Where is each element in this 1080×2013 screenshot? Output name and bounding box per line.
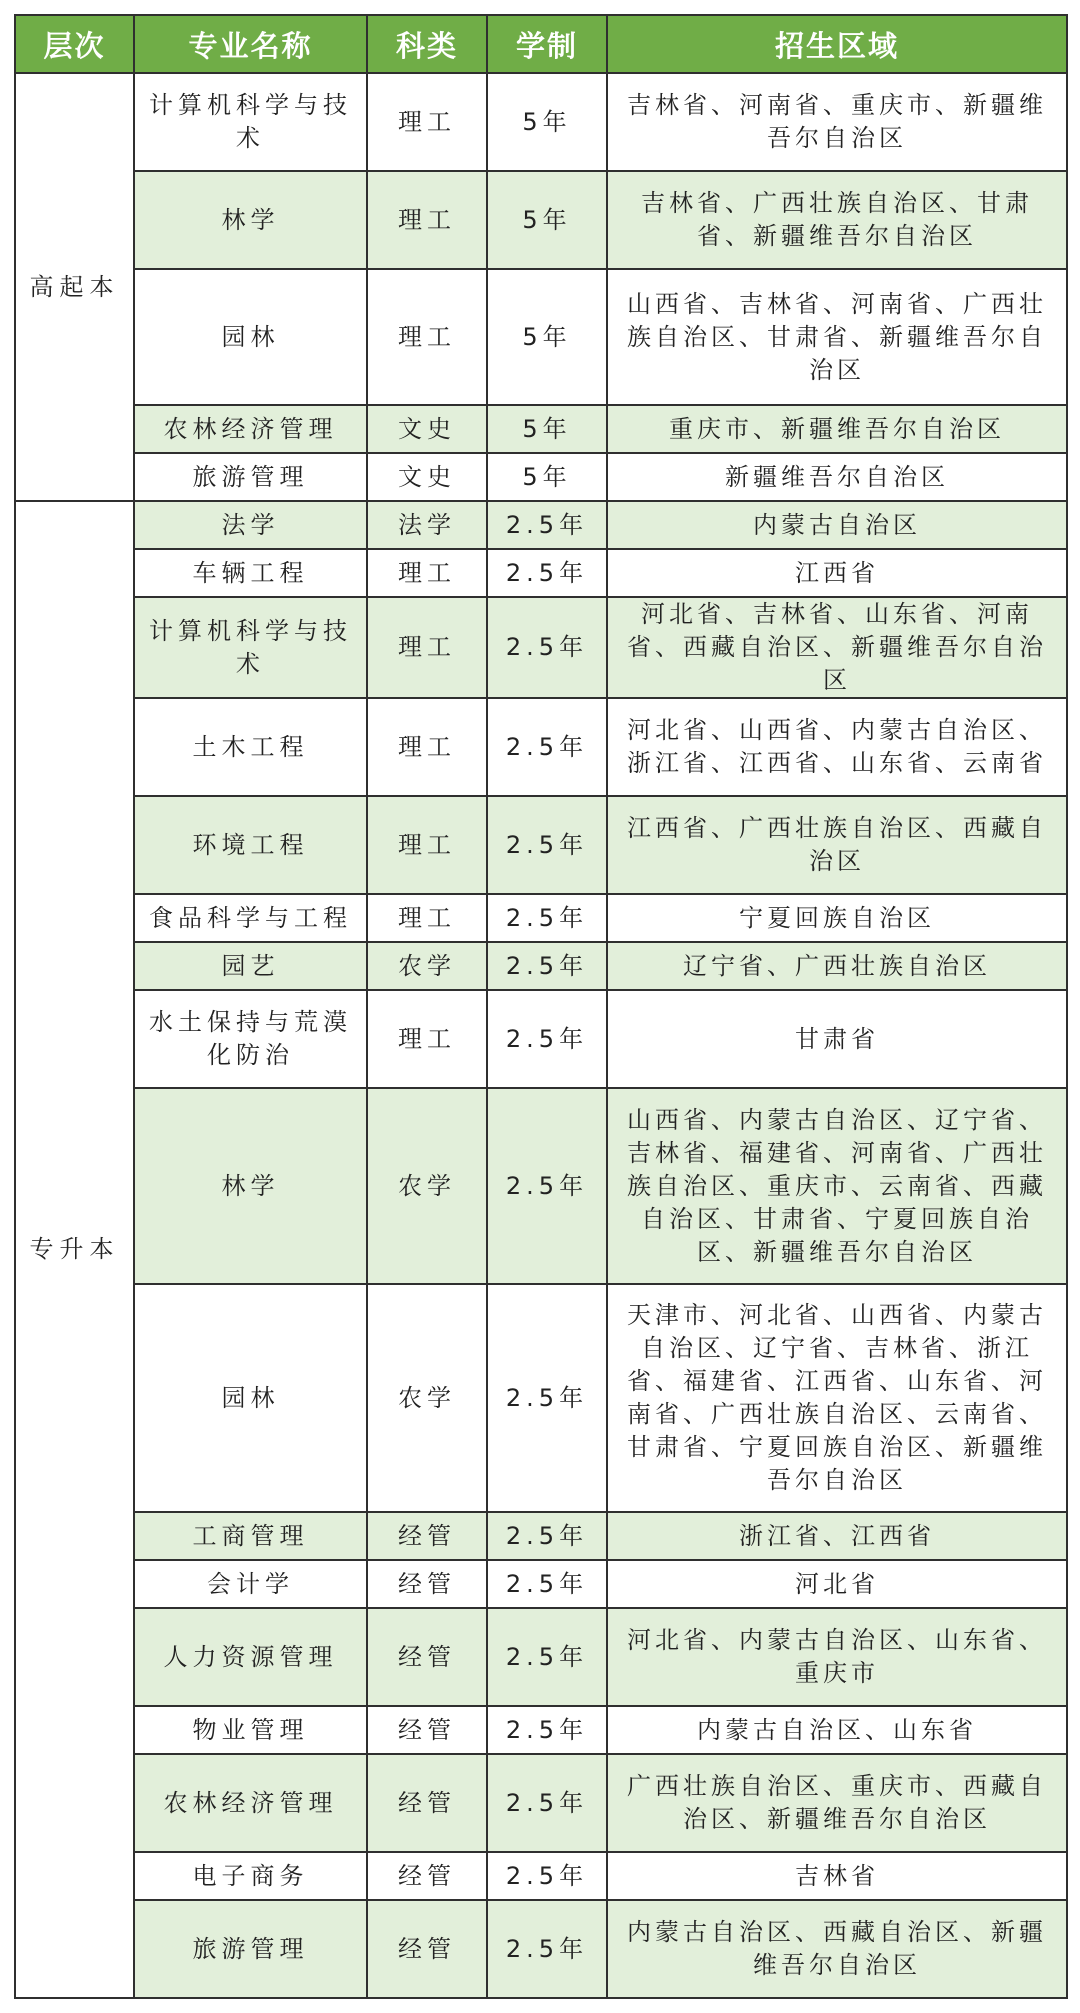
category-cell: 农学: [367, 942, 487, 990]
header-category: 科类: [367, 15, 487, 73]
region-cell: 河北省、山西省、内蒙古自治区、浙江省、江西省、山东省、云南省: [607, 698, 1067, 796]
region-cell: 内蒙古自治区、西藏自治区、新疆维吾尔自治区: [607, 1900, 1067, 1998]
category-cell: 理工: [367, 549, 487, 597]
duration-cell: 2.5年: [487, 501, 607, 549]
major-cell: 电子商务: [134, 1852, 367, 1900]
category-cell: 理工: [367, 73, 487, 171]
major-cell: 土木工程: [134, 698, 367, 796]
table-row: [15, 1900, 1067, 1998]
category-cell: 经管: [367, 1900, 487, 1998]
region-cell: 辽宁省、广西壮族自治区: [607, 942, 1067, 990]
table-row: [15, 1284, 1067, 1512]
region-cell: 浙江省、江西省: [607, 1512, 1067, 1560]
category-cell: 理工: [367, 990, 487, 1088]
duration-cell: 2.5年: [487, 549, 607, 597]
table-row: [15, 1608, 1067, 1706]
major-cell: 车辆工程: [134, 549, 367, 597]
duration-cell: 2.5年: [487, 796, 607, 894]
region-cell: 内蒙古自治区、山东省: [607, 1706, 1067, 1754]
table-row: [15, 1706, 1067, 1754]
category-cell: 经管: [367, 1706, 487, 1754]
table-row: [15, 1512, 1067, 1560]
duration-cell: 2.5年: [487, 1560, 607, 1608]
major-cell: 法学: [134, 501, 367, 549]
duration-cell: 2.5年: [487, 698, 607, 796]
major-cell: 旅游管理: [134, 1900, 367, 1998]
region-cell: 河北省: [607, 1560, 1067, 1608]
duration-cell: 2.5年: [487, 1900, 607, 1998]
major-cell: 园林: [134, 269, 367, 405]
table-row: [15, 453, 1067, 501]
duration-cell: 2.5年: [487, 942, 607, 990]
table-body: [15, 73, 1067, 1998]
region-cell: 河北省、内蒙古自治区、山东省、重庆市: [607, 1608, 1067, 1706]
table-row: [15, 796, 1067, 894]
header-region: 招生区域: [607, 15, 1067, 73]
category-cell: 法学: [367, 501, 487, 549]
category-cell: 经管: [367, 1512, 487, 1560]
duration-cell: 5年: [487, 73, 607, 171]
level-cell: 高起本: [15, 73, 134, 501]
major-cell: 水土保持与荒漠化防治: [134, 990, 367, 1088]
region-cell: 重庆市、新疆维吾尔自治区: [607, 405, 1067, 453]
duration-cell: 5年: [487, 405, 607, 453]
major-cell: 园艺: [134, 942, 367, 990]
duration-cell: 2.5年: [487, 894, 607, 942]
duration-cell: 2.5年: [487, 1852, 607, 1900]
major-cell: 林学: [134, 171, 367, 269]
major-cell: 农林经济管理: [134, 1754, 367, 1852]
major-cell: 园林: [134, 1284, 367, 1512]
major-cell: 农林经济管理: [134, 405, 367, 453]
table-row: [15, 990, 1067, 1088]
table-row: [15, 501, 1067, 549]
duration-cell: 5年: [487, 453, 607, 501]
table-row: [15, 894, 1067, 942]
category-cell: 农学: [367, 1284, 487, 1512]
region-cell: 江西省: [607, 549, 1067, 597]
table-row: [15, 597, 1067, 698]
major-cell: 食品科学与工程: [134, 894, 367, 942]
duration-cell: 2.5年: [487, 597, 607, 698]
region-cell: 山西省、内蒙古自治区、辽宁省、吉林省、福建省、河南省、广西壮族自治区、重庆市、云南省、西藏自治区、甘肃省、宁夏回族自治区、新疆维吾尔自治区: [607, 1088, 1067, 1284]
region-cell: 河北省、吉林省、山东省、河南省、西藏自治区、新疆维吾尔自治区: [607, 597, 1067, 698]
table-row: [15, 1754, 1067, 1852]
duration-cell: 5年: [487, 171, 607, 269]
category-cell: 理工: [367, 698, 487, 796]
table-row: [15, 1852, 1067, 1900]
category-cell: 文史: [367, 405, 487, 453]
major-cell: 工商管理: [134, 1512, 367, 1560]
duration-cell: 2.5年: [487, 1088, 607, 1284]
duration-cell: 2.5年: [487, 1706, 607, 1754]
table-row: [15, 171, 1067, 269]
region-cell: 江西省、广西壮族自治区、西藏自治区: [607, 796, 1067, 894]
region-cell: 天津市、河北省、山西省、内蒙古自治区、辽宁省、吉林省、浙江省、福建省、江西省、山东省、河南省、广西壮族自治区、云南省、甘肃省、宁夏回族自治区、新疆维吾尔自治区: [607, 1284, 1067, 1512]
category-cell: 经管: [367, 1852, 487, 1900]
table-row: [15, 269, 1067, 405]
header-level: 层次: [15, 15, 134, 73]
region-cell: 吉林省、广西壮族自治区、甘肃省、新疆维吾尔自治区: [607, 171, 1067, 269]
table-row: [15, 73, 1067, 171]
table-header-row: [15, 15, 1067, 73]
category-cell: 理工: [367, 269, 487, 405]
duration-cell: 2.5年: [487, 1754, 607, 1852]
major-cell: 旅游管理: [134, 453, 367, 501]
table-row: [15, 1560, 1067, 1608]
duration-cell: 2.5年: [487, 990, 607, 1088]
category-cell: 理工: [367, 796, 487, 894]
region-cell: 吉林省: [607, 1852, 1067, 1900]
table-row: [15, 1088, 1067, 1284]
header-duration: 学制: [487, 15, 607, 73]
category-cell: 理工: [367, 894, 487, 942]
category-cell: 理工: [367, 597, 487, 698]
major-cell: 计算机科学与技术: [134, 73, 367, 171]
category-cell: 经管: [367, 1754, 487, 1852]
major-cell: 人力资源管理: [134, 1608, 367, 1706]
table-row: [15, 405, 1067, 453]
region-cell: 吉林省、河南省、重庆市、新疆维吾尔自治区: [607, 73, 1067, 171]
major-cell: 物业管理: [134, 1706, 367, 1754]
duration-cell: 5年: [487, 269, 607, 405]
category-cell: 文史: [367, 453, 487, 501]
enrollment-table: [14, 14, 1068, 1999]
category-cell: 农学: [367, 1088, 487, 1284]
region-cell: 甘肃省: [607, 990, 1067, 1088]
major-cell: 会计学: [134, 1560, 367, 1608]
region-cell: 内蒙古自治区: [607, 501, 1067, 549]
category-cell: 经管: [367, 1560, 487, 1608]
table-row: [15, 698, 1067, 796]
level-cell: 专升本: [15, 501, 134, 1998]
duration-cell: 2.5年: [487, 1284, 607, 1512]
table-row: [15, 549, 1067, 597]
duration-cell: 2.5年: [487, 1608, 607, 1706]
region-cell: 山西省、吉林省、河南省、广西壮族自治区、甘肃省、新疆维吾尔自治区: [607, 269, 1067, 405]
major-cell: 计算机科学与技术: [134, 597, 367, 698]
category-cell: 经管: [367, 1608, 487, 1706]
header-major: 专业名称: [134, 15, 367, 73]
major-cell: 环境工程: [134, 796, 367, 894]
region-cell: 宁夏回族自治区: [607, 894, 1067, 942]
major-cell: 林学: [134, 1088, 367, 1284]
region-cell: 新疆维吾尔自治区: [607, 453, 1067, 501]
duration-cell: 2.5年: [487, 1512, 607, 1560]
table-row: [15, 942, 1067, 990]
category-cell: 理工: [367, 171, 487, 269]
region-cell: 广西壮族自治区、重庆市、西藏自治区、新疆维吾尔自治区: [607, 1754, 1067, 1852]
